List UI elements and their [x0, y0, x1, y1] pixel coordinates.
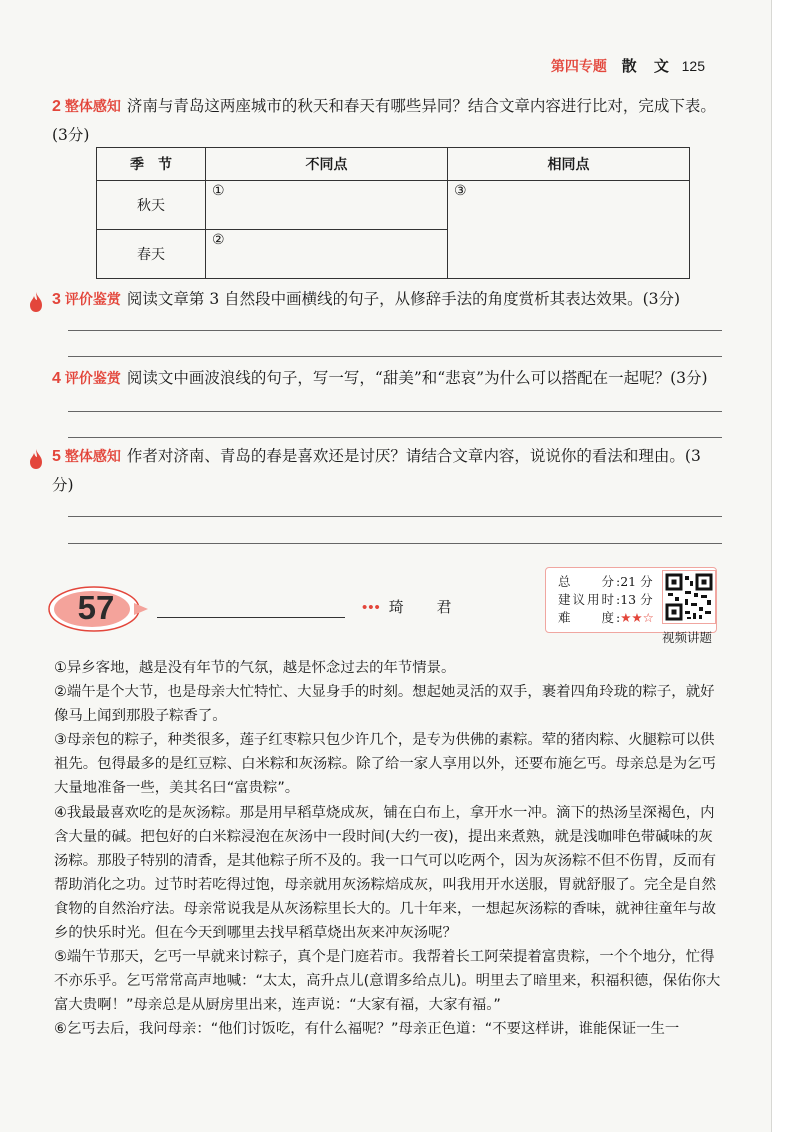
title-blank-line	[157, 617, 345, 618]
paragraph-3: ③母亲包的粽子，种类很多，莲子红枣粽只包少许几个，是专为供佛的素粽。荤的猪肉粽、火腿粽可以供祖先。包得最多的是红豆粽、白米粽和灰汤粽。除了给一家人享用以外，还要布施乞丐。母亲总是为乞丐大量地准备一些，美其名曰“富贵粽”。	[54, 732, 716, 797]
answer-line[interactable]	[68, 330, 722, 331]
question-tag: 整体感知	[64, 449, 121, 465]
question-3	[52, 285, 722, 314]
question-number: 4	[52, 370, 61, 387]
article-number: 57	[77, 589, 115, 626]
question-2	[52, 92, 722, 149]
answer-line[interactable]	[68, 437, 722, 438]
table-row-spring: 春天	[97, 230, 206, 279]
question-4	[52, 364, 722, 393]
total-score-value: :21 分	[616, 574, 653, 589]
question-tag: 评价鉴赏	[64, 292, 121, 308]
author-dots: •••	[362, 599, 381, 616]
flame-icon	[28, 291, 44, 313]
suggested-time-row	[558, 592, 653, 608]
flame-icon	[28, 448, 44, 470]
cell-marker: ③	[454, 183, 467, 199]
video-explanation-label: 视频讲题	[662, 630, 713, 645]
question-number: 5	[52, 448, 61, 465]
answer-line[interactable]	[68, 543, 722, 544]
table-header-differences: 不同点	[206, 148, 448, 181]
paragraph-5: ⑤端午节那天，乞丐一早就来讨粽子，真个是门庭若市。我帮着长工阿荣提着富贵粽，一个个地分，忙得不亦乐乎。乞丐常常高声地喊：“太太，高升点儿(意谓多给点儿)。明里去了暗里来，积福积德，保佑你大富大贵啊！”母亲总是从厨房里出来，连声说：“大家有福，大家有福。”	[54, 949, 721, 1014]
paragraph-4: ④我最最喜欢吃的是灰汤粽。那是用早稻草烧成灰，铺在白布上，拿开水一冲。滴下的热汤呈深褐色，内含大量的碱。把包好的白米粽浸泡在灰汤中一段时间(大约一夜)，提出来煮熟，就是浅咖啡色带碱味的灰汤粽。那股子特别的清香，是其他粽子所不及的。我一口气可以吃两个，因为灰汤粽不但不伤胃，反而有帮助消化之功。过节时若吃得过饱，母亲就用灰汤粽焙成灰，叫我用开水送服，胃就舒服了。完全是自然食物的自然治疗法。母亲常说我是从灰汤粽里长大的。几十年来，一想起灰汤粽的香味，就神往童年与故乡的快乐时光。但在今天到哪里去找早稻草烧出灰来冲灰汤呢？	[54, 804, 716, 942]
difficulty-row	[558, 610, 654, 626]
question-tag: 整体感知	[64, 99, 121, 115]
answer-line[interactable]	[68, 356, 722, 357]
author-name: 琦 君	[388, 598, 466, 616]
cell-marker: ②	[212, 232, 225, 248]
section-label: 散 文	[621, 57, 675, 75]
table-header-season: 季 节	[97, 148, 206, 181]
suggested-time-value: :13 分	[616, 592, 653, 607]
paragraph-1: ①异乡客地，越是没有年节的气氛，越是怀念过去的年节情景。	[54, 660, 456, 676]
article-author	[362, 596, 466, 617]
qr-code-icon[interactable]	[662, 570, 716, 624]
difficulty-label: 难 度	[558, 610, 614, 625]
topic-label: 第四专题	[550, 59, 607, 75]
question-text: 阅读文章第 3 自然段中画横线的句子，从修辞手法的角度赏析其表达效果。(3分)	[126, 290, 681, 308]
total-score-row	[558, 574, 653, 590]
question-text: 作者对济南、青岛的春是喜欢还是讨厌？请结合文章内容，说说你的看法和理由。(3分)	[52, 447, 701, 494]
page-right-margin	[772, 0, 800, 1132]
comparison-table	[96, 147, 690, 279]
total-score-label: 总 分	[558, 574, 614, 589]
suggested-time-label: 建议用时	[558, 592, 614, 607]
question-number: 3	[52, 291, 61, 308]
question-tag: 评价鉴赏	[64, 371, 121, 387]
question-5	[52, 442, 722, 499]
answer-line[interactable]	[68, 411, 722, 412]
page-edge-line	[771, 0, 772, 1132]
answer-line[interactable]	[68, 516, 722, 517]
article-body	[54, 656, 722, 1042]
page-number: 125	[681, 58, 705, 74]
table-row-autumn: 秋天	[97, 181, 206, 230]
question-text: 阅读文中画波浪线的句子，写一写，“甜美”和“悲哀”为什么可以搭配在一起呢？(3分)	[126, 369, 708, 387]
paragraph-2: ②端午是个大节，也是母亲大忙特忙、大显身手的时刻。想起她灵活的双手，裹着四角玲珑的粽子，就好像马上闻到那股子粽香了。	[54, 684, 715, 725]
answer-cell-1[interactable]	[206, 181, 448, 230]
difficulty-colon: :	[616, 610, 621, 625]
table-header-similarities: 相同点	[448, 148, 690, 181]
question-text: 济南与青岛这两座城市的秋天和春天有哪些异同？结合文章内容进行比对，完成下表。(3分)	[52, 97, 716, 144]
answer-cell-2[interactable]	[206, 230, 448, 279]
answer-cell-3[interactable]	[448, 181, 690, 279]
page-header	[551, 55, 705, 76]
difficulty-stars: ★★☆	[620, 610, 654, 625]
question-number: 2	[52, 98, 61, 115]
cell-marker: ①	[212, 183, 225, 199]
paragraph-6: ⑥乞丐去后，我问母亲：“他们讨饭吃，有什么福呢？”母亲正色道：“不要这样讲，谁能保证一生一	[54, 1021, 680, 1038]
